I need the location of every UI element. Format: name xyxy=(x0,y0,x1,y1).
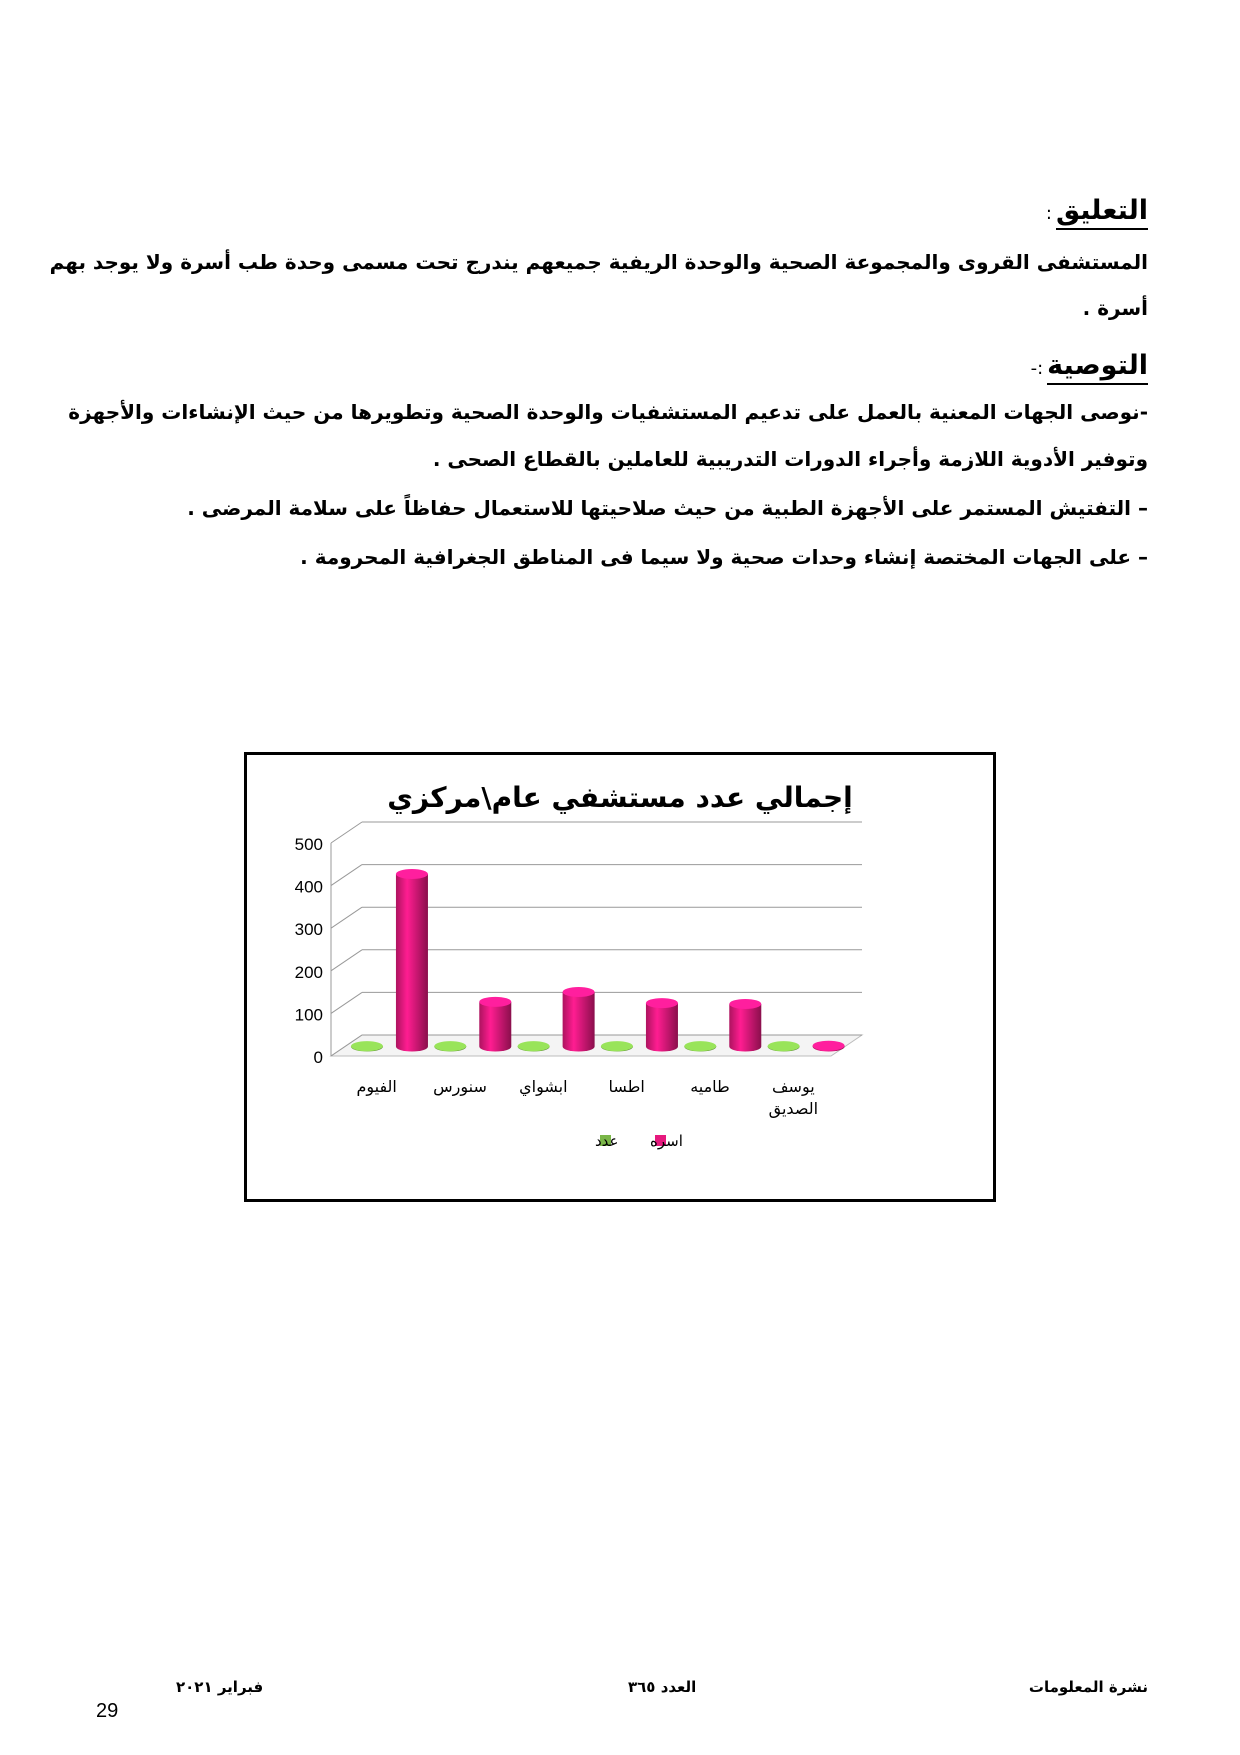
bar-top-1-5 xyxy=(813,1041,845,1051)
legend-label: اسره xyxy=(650,1132,683,1150)
bar-top-0-5 xyxy=(768,1041,800,1051)
x-tick-label: يوسف xyxy=(771,1077,815,1096)
bar-top-0-2 xyxy=(518,1041,550,1051)
recommendation-line-3: – التفتيش المستمر على الأجهزة الطبية من حيث صلاحيتها للاستعمال حفاظاً على سلامة المرضى . xyxy=(187,496,1148,520)
y-tick-label: 0 xyxy=(313,1048,323,1067)
comment-heading xyxy=(1046,195,1148,226)
comment-line-1: المستشفى القروى والمجموعة الصحية والوحدة الريفية جميعهم يندرج تحت مسمى وحدة طب أسرة ولا يوجد بهم xyxy=(49,250,1148,274)
recommendation-heading xyxy=(1031,350,1148,381)
x-tick-label: اطسا xyxy=(608,1077,645,1096)
chart-frame xyxy=(244,752,996,1202)
bar-1-0 xyxy=(396,874,428,1052)
y-tick-label: 500 xyxy=(294,835,323,854)
bar-top-1-1 xyxy=(479,997,511,1007)
page-number: 29 xyxy=(96,1700,119,1722)
gridline-side xyxy=(331,865,362,886)
comment-line-2: أسرة . xyxy=(1082,296,1148,320)
chart-title: إجمالي عدد مستشفي عام\مركزي xyxy=(387,781,853,814)
bar-top-1-0 xyxy=(396,869,428,879)
bar-top-1-2 xyxy=(563,987,595,997)
bar-top-1-4 xyxy=(729,999,761,1009)
x-tick-label: الصديق xyxy=(768,1099,819,1118)
bar-top-0-4 xyxy=(684,1041,716,1051)
bar-top-1-3 xyxy=(646,998,678,1008)
bar-top-0-1 xyxy=(434,1041,466,1051)
recommendation-heading-suffix: :- xyxy=(1030,358,1044,379)
comment-heading-title: التعليق xyxy=(1056,195,1148,230)
footer-issue: العدد ٣٦٥ xyxy=(628,1678,697,1696)
x-tick-label: ابشواي xyxy=(519,1077,568,1096)
gridline-side xyxy=(331,950,362,971)
y-tick-label: 400 xyxy=(294,877,323,897)
bar-1-2 xyxy=(563,992,595,1052)
recommendation-line-2: وتوفير الأدوية اللازمة وأجراء الدورات التدريبية للعاملين بالقطاع الصحى . xyxy=(432,447,1148,471)
bar-chart xyxy=(247,755,993,1199)
y-tick-label: 200 xyxy=(294,962,323,982)
y-tick-label: 300 xyxy=(294,920,323,940)
gridline-side xyxy=(331,907,362,928)
bar-top-0-3 xyxy=(601,1041,633,1051)
gridline-side xyxy=(331,992,362,1013)
bar-1-3 xyxy=(646,1003,678,1051)
bar-1-1 xyxy=(479,1002,511,1052)
x-tick-label: الفيوم xyxy=(356,1077,397,1096)
x-tick-label: سنورس xyxy=(433,1077,487,1096)
recommendation-line-1: -نوصى الجهات المعنية بالعمل على تدعيم المستشفيات والوحدة الصحية وتطويرها من حيث الإنشاءات والأجهزة xyxy=(68,400,1148,424)
footer-publication: نشرة المعلومات xyxy=(1028,1678,1148,1696)
gridline-side xyxy=(331,822,362,843)
x-tick-label: طاميه xyxy=(690,1077,730,1096)
comment-heading-suffix: : xyxy=(1045,203,1052,224)
bar-1-4 xyxy=(729,1004,761,1052)
recommendation-line-4: – على الجهات المختصة إنشاء وحدات صحية ولا سيما فى المناطق الجغرافية المحرومة . xyxy=(300,545,1148,569)
bar-top-0-0 xyxy=(351,1041,383,1051)
legend-label: عدد xyxy=(595,1132,619,1150)
y-tick-label: 100 xyxy=(294,1005,323,1025)
footer-date: فبراير ٢٠٢١ xyxy=(176,1678,264,1696)
recommendation-heading-title: التوصية xyxy=(1047,350,1148,385)
